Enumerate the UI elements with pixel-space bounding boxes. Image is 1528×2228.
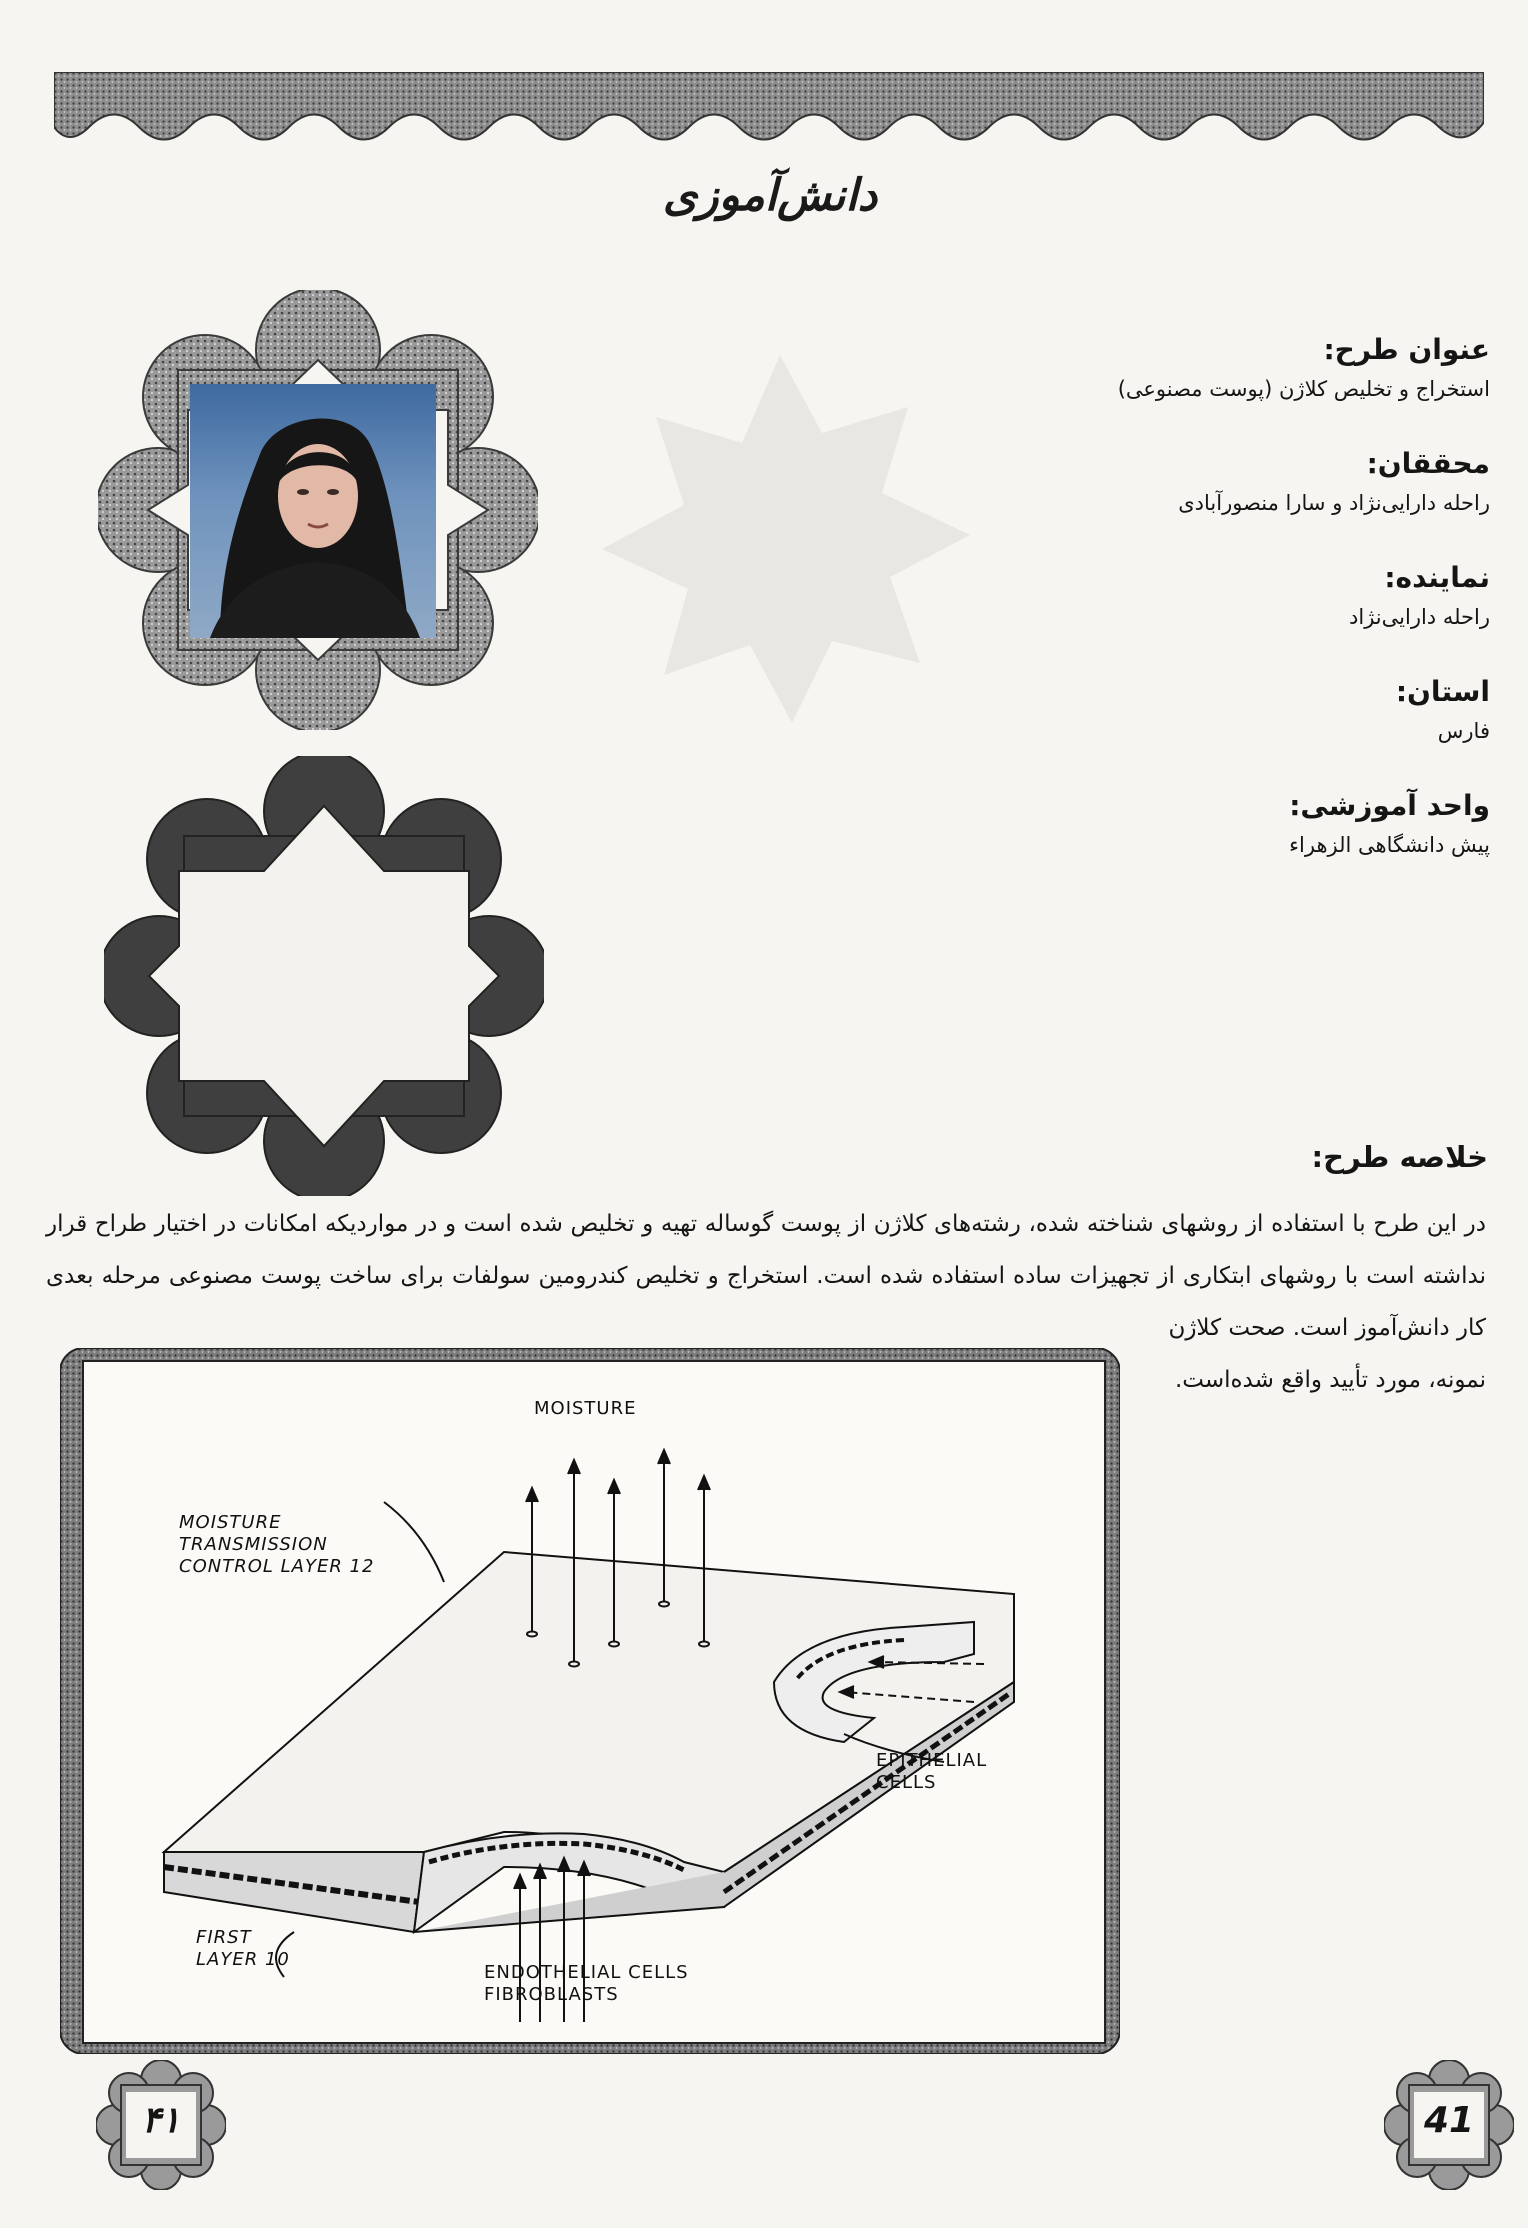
label-moisture: MOISTURE — [534, 1398, 637, 1419]
page-number-right — [1384, 2060, 1514, 2190]
researchers-value: راحله دارایی‌نژاد و سارا منصورآبادی — [1178, 491, 1490, 515]
school-value: پیش دانشگاهی الزهراء — [1289, 833, 1490, 857]
project-info — [850, 330, 1490, 900]
portrait-image — [190, 384, 436, 638]
page-number-right-text: 41 — [1423, 2100, 1475, 2141]
student-photo — [190, 384, 436, 638]
province-label: استان: — [1395, 675, 1490, 708]
researchers-label: محققان: — [1366, 447, 1490, 480]
school-label: واحد آموزشی: — [1289, 789, 1490, 822]
slab-left-edge — [164, 1852, 424, 1932]
empty-frame-ornament — [104, 756, 544, 1196]
page-number-left-text: ۴۱ — [141, 2100, 181, 2141]
label-endothelial: ENDOTHELIAL CELLS FIBROBLASTS — [484, 1962, 689, 2005]
control-layer-leader — [384, 1502, 444, 1582]
label-first-layer: FIRST LAYER 10 — [196, 1927, 290, 1970]
skin-diagram — [82, 1360, 1106, 2044]
province-value: فارس — [1437, 719, 1490, 743]
title-value: استخراج و تخلیص کلاژن (پوست مصنوعی) — [1117, 377, 1490, 401]
label-epithelial: EPITHELIAL CELLS — [876, 1750, 988, 1793]
summary-heading: خلاصه طرح: — [1311, 1140, 1488, 1174]
summary-tail-text: نمونه، مورد تأیید واقع شده‌است. — [1174, 1367, 1486, 1393]
label-control-layer: MOISTURE TRANSMISSION CONTROL LAYER 12 — [179, 1512, 375, 1577]
representative-value: راحله دارایی‌نژاد — [1349, 605, 1490, 629]
page-heading: دانش‌آموزی — [662, 170, 878, 221]
summary-text: در این طرح با استفاده از روشهای شناخته شده، رشته‌های کلاژن از پوست گوساله تهیه و تخلیص شده است و در مواردیکه امکانات در اختیار طراح قرار نداشته است با روشهای ابتکاری از تجهیزات ساده استفاده شده است. استخراج و تخلیص کندرومین سولفات برای ساخت پوست مصنوعی مرحله بعدی کار دانش‌آموز است. صحت کلاژن — [46, 1211, 1486, 1341]
title-label: عنوان طرح: — [1323, 333, 1490, 366]
decorative-banner — [54, 72, 1484, 154]
top-surface — [164, 1552, 1014, 1872]
representative-label: نماینده: — [1384, 561, 1490, 594]
page-number-left — [96, 2060, 226, 2190]
